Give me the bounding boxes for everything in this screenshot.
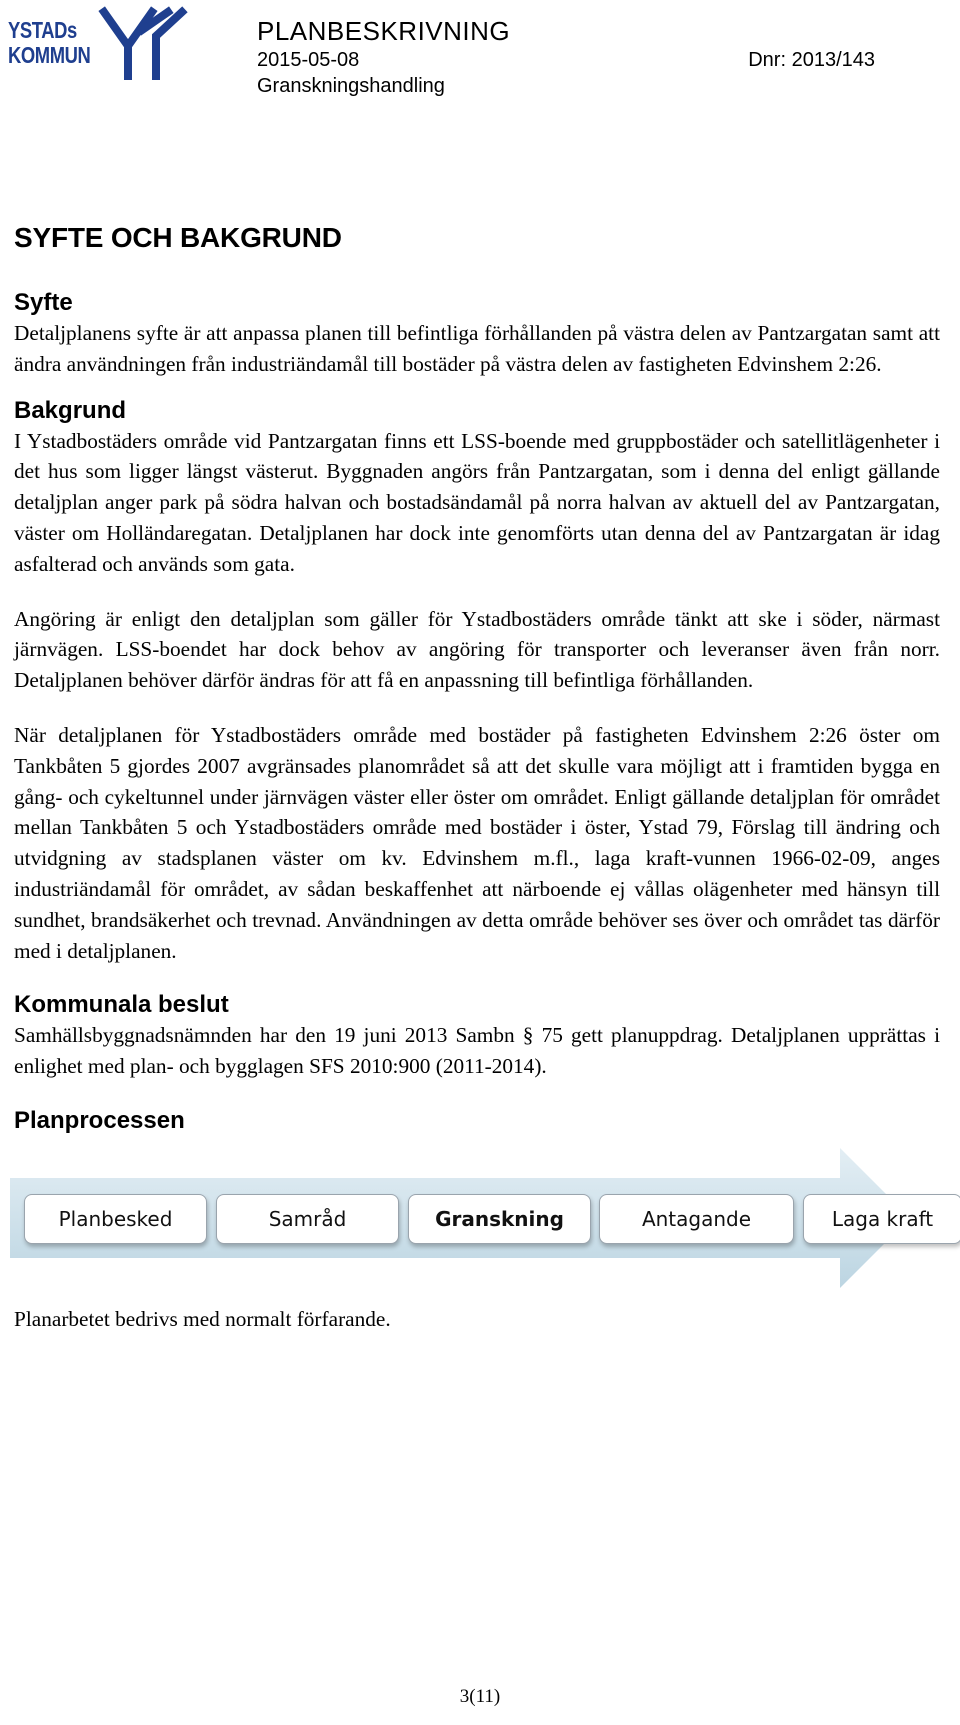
document-status: Granskningshandling — [257, 75, 445, 97]
syfte-paragraph: Detaljplanens syfte är att anpassa planen till befintliga förhållanden på västra delen av Pantzargatan samt att ändra användningen från industriändamål till bostäder på västra delen av fastigheten Edvinshem 2:26. — [14, 321, 940, 376]
bakgrund-paragraph-2: Angöring är enligt den detaljplan som gäller för Ystadbostäders område tänkt att ske i söder, närmast järnvägen. LSS-boendet har dock behov av angöring för transporter och leveranser även från norr. Detaljplanen behöver därför ändras för att få en anpassning till befintliga förhållanden. — [14, 606, 940, 693]
process-step-granskning: Granskning — [408, 1194, 591, 1244]
process-step-samrad: Samråd — [216, 1194, 399, 1244]
page-number: 3(11) — [459, 1686, 501, 1707]
section-heading-bakgrund: Bakgrund — [14, 396, 127, 424]
bakgrund-paragraph-1: I Ystadbostäders område vid Pantzargatan finns ett LSS-boende med gruppbostäder och satellitlägenheter i det hus som ligger längst västerut. Byggnaden angörs från Pantzargatan, som i denna del enligt gällande detaljplan anger park på södra halvan och bostadsändamål på norra halvan av aktuell del av Pantzargatan, väster om Holländaregatan. Detaljplanen har dock inte genomförts utan denna del av Pantzargatan är idag asfalterad och används som gata. — [14, 428, 940, 576]
logo-wordmark: YSTADs KOMMUN — [8, 17, 91, 68]
page-content — [14, 222, 940, 1335]
beslut-paragraph: Samhällsbyggnadsnämnden har den 19 juni 2013 Sambn § 75 gett planuppdrag. Detaljplanen upprättas i enlighet med plan- och bygglagen SFS 2010:900 (2011-2014). — [14, 1023, 940, 1079]
bakgrund-paragraph-3: När detaljplanen för Ystadbostäders område med bostäder på fastigheten Edvinshem 2:26 öster om Tankbåten 5 gjordes 2007 avgränsades planområdet så att det skulle vara möjligt att i framtiden bygga en gång- och cykeltunnel under järnvägen väster eller öster om området. Enligt gällande detaljplan för området mellan Tankbåten 5 och Ystadbostäders område med bostäder i öster, Ystad 79, Förslag till ändring och utvidgning av stadsplanen väster om kv. Edvinshem m.fl., laga kraft-vunnen 1966-02-09, anges industriändamål för området, av sådan beskaffenhet att närboende ej vållas olägenheter med hänsyn till sundhet, brandsäkerhet och trevnad. Användningen av detta område behöver ses över och området tas därför med i detaljplanen. — [14, 722, 940, 963]
process-step-planbesked: Planbesked — [24, 1194, 207, 1244]
document-dnr: Dnr: 2013/143 — [748, 49, 875, 71]
section-heading-planprocessen: Planprocessen — [14, 1106, 185, 1134]
process-step-laga-kraft: Laga kraft — [803, 1194, 960, 1244]
ystad-kommun-logo — [8, 6, 198, 78]
logo-emblem-icon — [98, 6, 198, 80]
process-note: Planarbetet bedrivs med normalt förfarande. — [14, 1306, 391, 1331]
page-title: SYFTE OCH BAKGRUND — [14, 222, 342, 253]
process-step-antagande: Antagande — [599, 1194, 794, 1244]
plan-process-diagram — [10, 1148, 950, 1288]
section-heading-beslut: Kommunala beslut — [14, 991, 229, 1019]
document-date: 2015-05-08 — [257, 49, 360, 71]
section-heading-syfte: Syfte — [14, 289, 73, 316]
document-type: PLANBESKRIVNING — [257, 16, 511, 46]
